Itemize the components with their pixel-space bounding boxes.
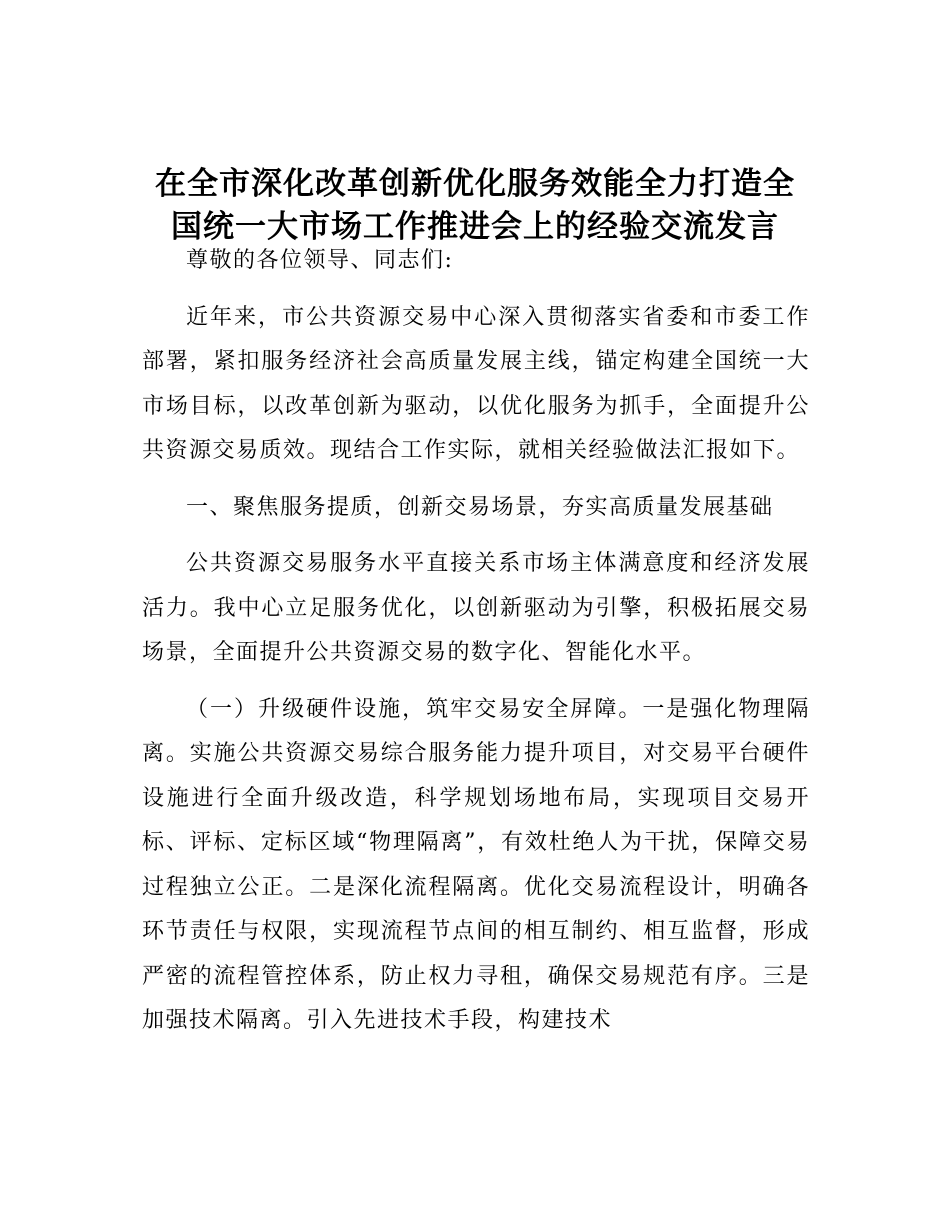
salutation: 尊敬的各位领导、同志们: <box>186 248 454 273</box>
section-heading-1: 一、聚焦服务提质，创新交易场景，夯实高质量发展基础 <box>186 494 774 520</box>
document-body <box>142 239 810 1044</box>
paragraph-section-1: 公共资源交易服务水平直接关系市场主体满意度和经济发展活力。我中心立足服务优化，以创新驱动为引擎，积极拓展交易场景，全面提升公共资源交易的数字化、智能化水平。 <box>142 551 810 665</box>
paragraph-intro: 近年来，市公共资源交易中心深入贯彻落实省委和市委工作部署，紧扣服务经济社会高质量发展主线，锚定构建全国统一大市场目标，以改革创新为驱动，以优化服务为抓手，全面提升公共资源交易质效。现结合工作实际，就相关经验做法汇报如下。 <box>142 304 810 463</box>
document-title <box>140 163 810 249</box>
title-line-1: 在全市深化改革创新优化服务效能全力打造全 <box>155 166 795 202</box>
title-line-2: 国统一大市场工作推进会上的经验交流发言 <box>171 209 779 245</box>
paragraph-subsection-1: （一）升级硬件设施，筑牢交易安全屏障。一是强化物理隔离。实施公共资源交易综合服务能力提升项目，对交易平台硬件设施进行全面升级改造，科学规划场地布局，实现项目交易开标、评标、定标区域“物理隔离”，有效杜绝人为干扰，保障交易过程独立公正。二是深化流程隔离。优化交易流程设计，明确各环节责任与权限，实现流程节点间的相互制约、相互监督，形成严密的流程管控体系，防止权力寻租，确保交易规范有序。三是加强技术隔离。引入先进技术手段，构建技术 <box>142 696 810 1033</box>
